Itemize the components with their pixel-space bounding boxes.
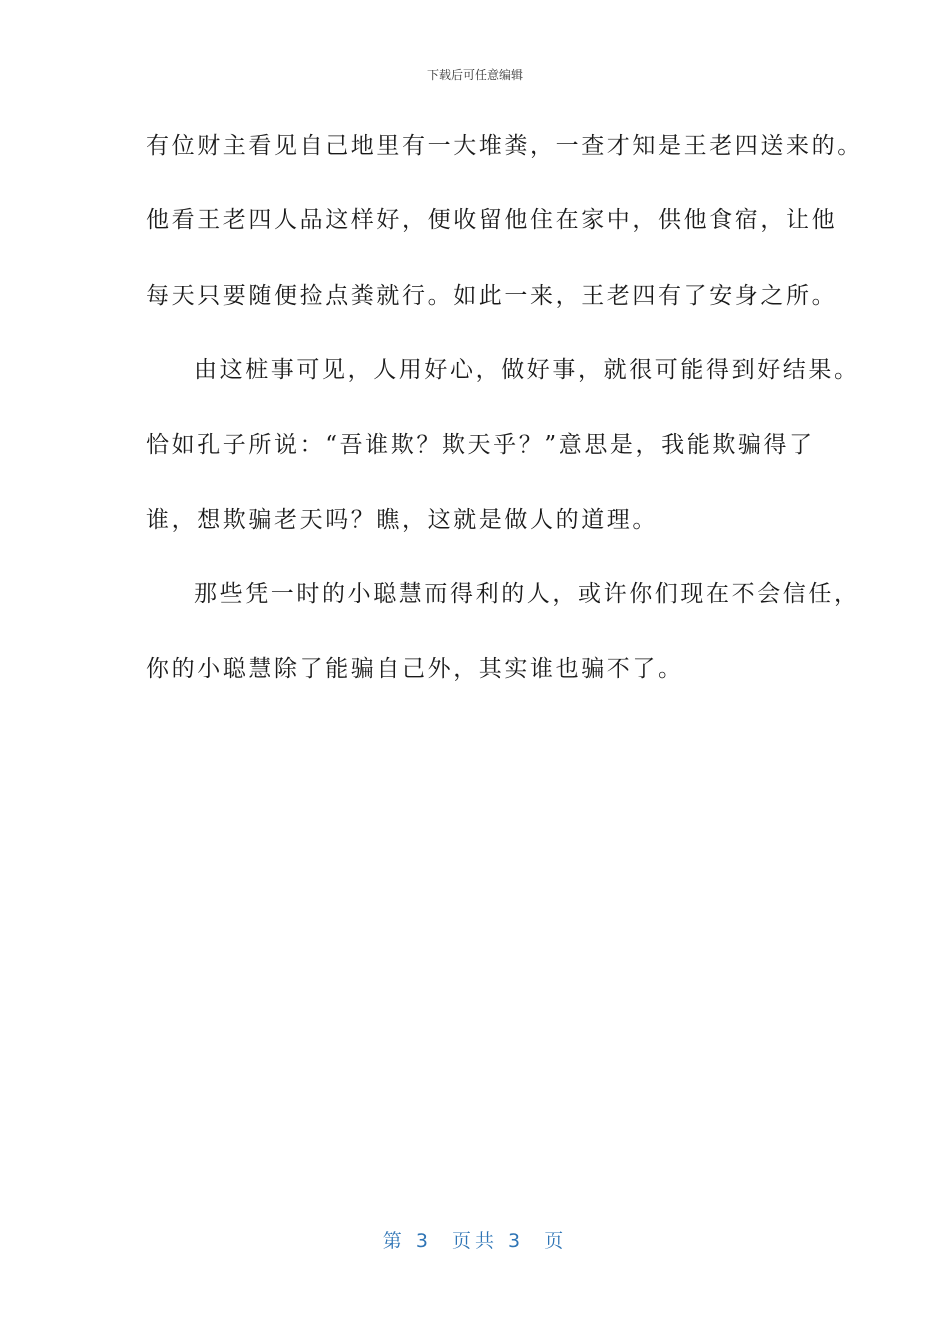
page-number-footer: 第 3 页共 3 页 — [382, 1230, 568, 1252]
paragraph-line: 有位财主看见自己地里有一大堆粪，一查才知是王老四送来的。 — [146, 133, 863, 159]
paragraph-line: 谁，想欺骗老天吗？瞧，这就是做人的道理。 — [146, 507, 658, 533]
paragraph-line: 你的小聪慧除了能骗自己外，其实谁也骗不了。 — [146, 656, 684, 682]
paragraph-line: 每天只要随便捡点粪就行。如此一来，王老四有了安身之所。 — [146, 283, 838, 309]
page-header: 下载后可任意编辑 — [426, 68, 523, 82]
paragraph-line: 那些凭一时的小聪慧而得利的人，或许你们现在不会信任， — [194, 581, 860, 607]
paragraph-line: 由这桩事可见，人用好心，做好事，就很可能得到好结果。 — [194, 357, 860, 383]
paragraph-line: 恰如孔子所说：“吾谁欺？欺天乎？”意思是，我能欺骗得了 — [146, 432, 815, 458]
paragraph-line: 他看王老四人品这样好，便收留他住在家中，供他食宿，让他 — [146, 207, 838, 233]
